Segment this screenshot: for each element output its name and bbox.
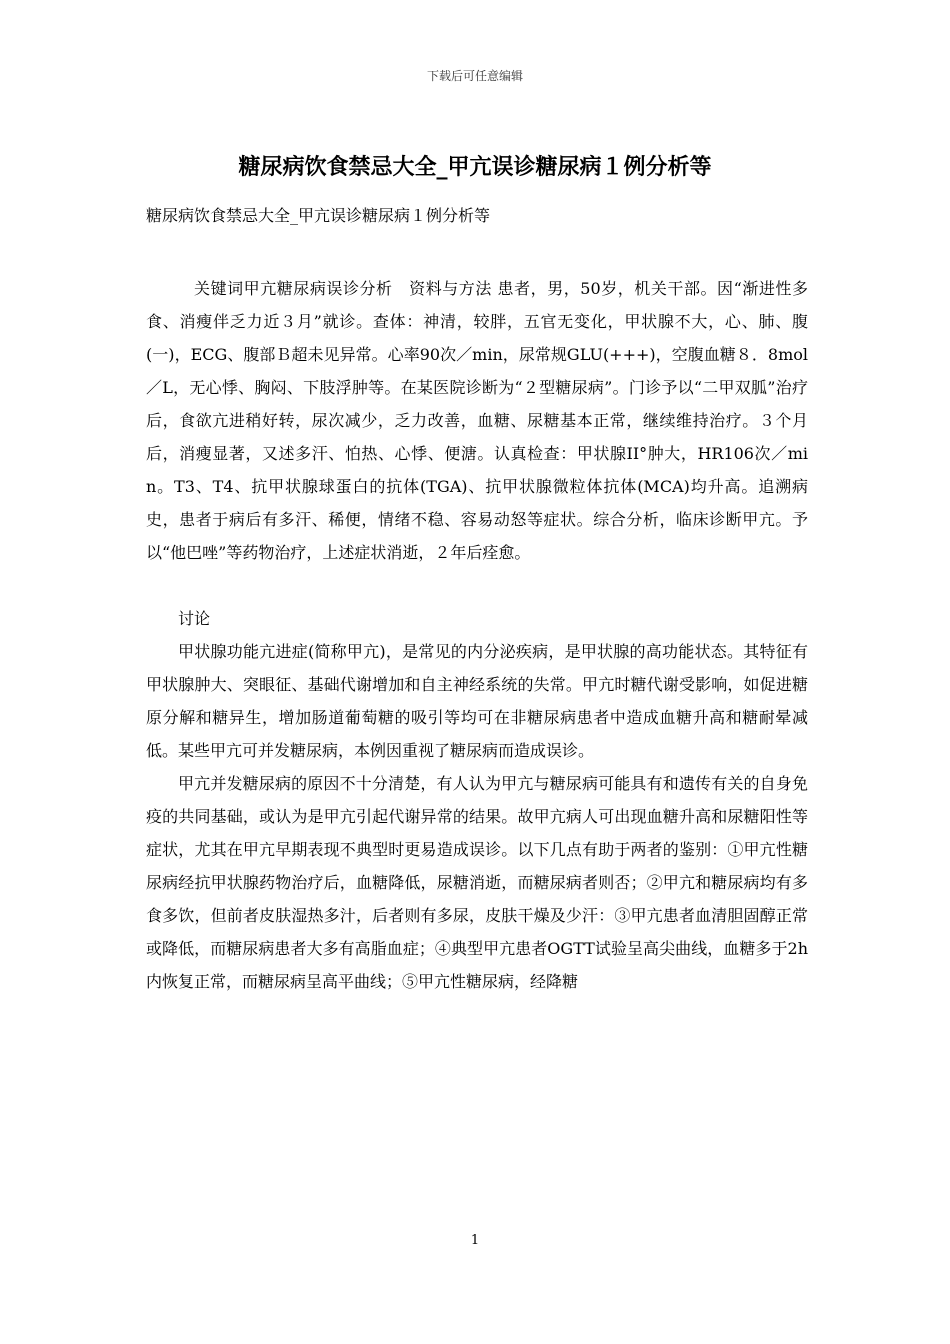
page-number: 1 [470,1233,480,1248]
document-body [146,272,808,998]
document-title: 糖尿病饮食禁忌大全_甲亢误诊糖尿病１例分析等 [238,154,712,180]
discussion-paragraph-1: 甲状腺功能亢进症(简称甲亢)，是常见的内分泌疾病，是甲状腺的高功能状态。其特征有甲状腺肿大、突眼征、基础代谢增加和自主神经系统的失常。甲亢时糖代谢受影响，如促进糖原分解和糖异生，增加肠道葡萄糖的吸引等均可在非糖尿病患者中造成血糖升高和糖耐晕减低。某些甲亢可并发糖尿病，本例因重视了糖尿病而造成误诊。 [146,642,808,760]
page-header-note: 下载后可任意编辑 [426,69,523,83]
document-subtitle: 糖尿病饮食禁忌大全_甲亢误诊糖尿病１例分析等 [146,206,491,225]
discussion-paragraph-2: 甲亢并发糖尿病的原因不十分清楚，有人认为甲亢与糖尿病可能具有和遗传有关的自身免疫的共同基础，或认为是甲亢引起代谢异常的结果。故甲亢病人可出现血糖升高和尿糖阳性等症状，尤其在甲亢早期表现不典型时更易造成误诊。以下几点有助于两者的鉴别：①甲亢性糖尿病经抗甲状腺药物治疗后，血糖降低，尿糖消逝，而糖尿病者则否；②甲亢和糖尿病均有多食多饮，但前者皮肤湿热多汁，后者则有多尿，皮肤干燥及少汗：③甲亢患者血清胆固醇正常或降低，而糖尿病患者大多有高脂血症；④典型甲亢患者OGTT试验呈高尖曲线，血糖多于2h内恢复正常，而糖尿病呈高平曲线；⑤甲亢性糖尿病，经降糖 [146,774,808,991]
case-report-paragraph: 关键词甲亢糖尿病误诊分析 资料与方法 患者，男，50岁，机关干部。因“渐进性多食、消瘦伴乏力近３月”就诊。查体：神清，较胖，五官无变化，甲状腺不大，心、肺、腹(一)，ECG、腹部Ｂ超未见异常。心率90次／min，尿常规GLU(+++)，空腹血糖８．8mol／L，无心悸、胸闷、下肢浮肿等。在某医院诊断为“２型糖尿病”。门诊予以“二甲双胍”治疗后，食欲亢进稍好转，尿次减少，乏力改善，血糖、尿糖基本正常，继续维持治疗。３个月后，消瘦显著，又述多汗、怕热、心悸、便溏。认真检查：甲状腺II°肿大，HR106次／min。T3、T4、抗甲状腺球蛋白的抗体(TGA)、抗甲状腺微粒体抗体(MCA)均升高。追溯病史，患者于病后有多汗、稀便，情绪不稳、容易动怒等症状。综合分析，临床诊断甲亢。予以“他巴唑”等药物治疗，上述症状消逝，２年后痊愈。 [146,279,808,562]
discussion-heading: 讨论 [178,609,211,628]
